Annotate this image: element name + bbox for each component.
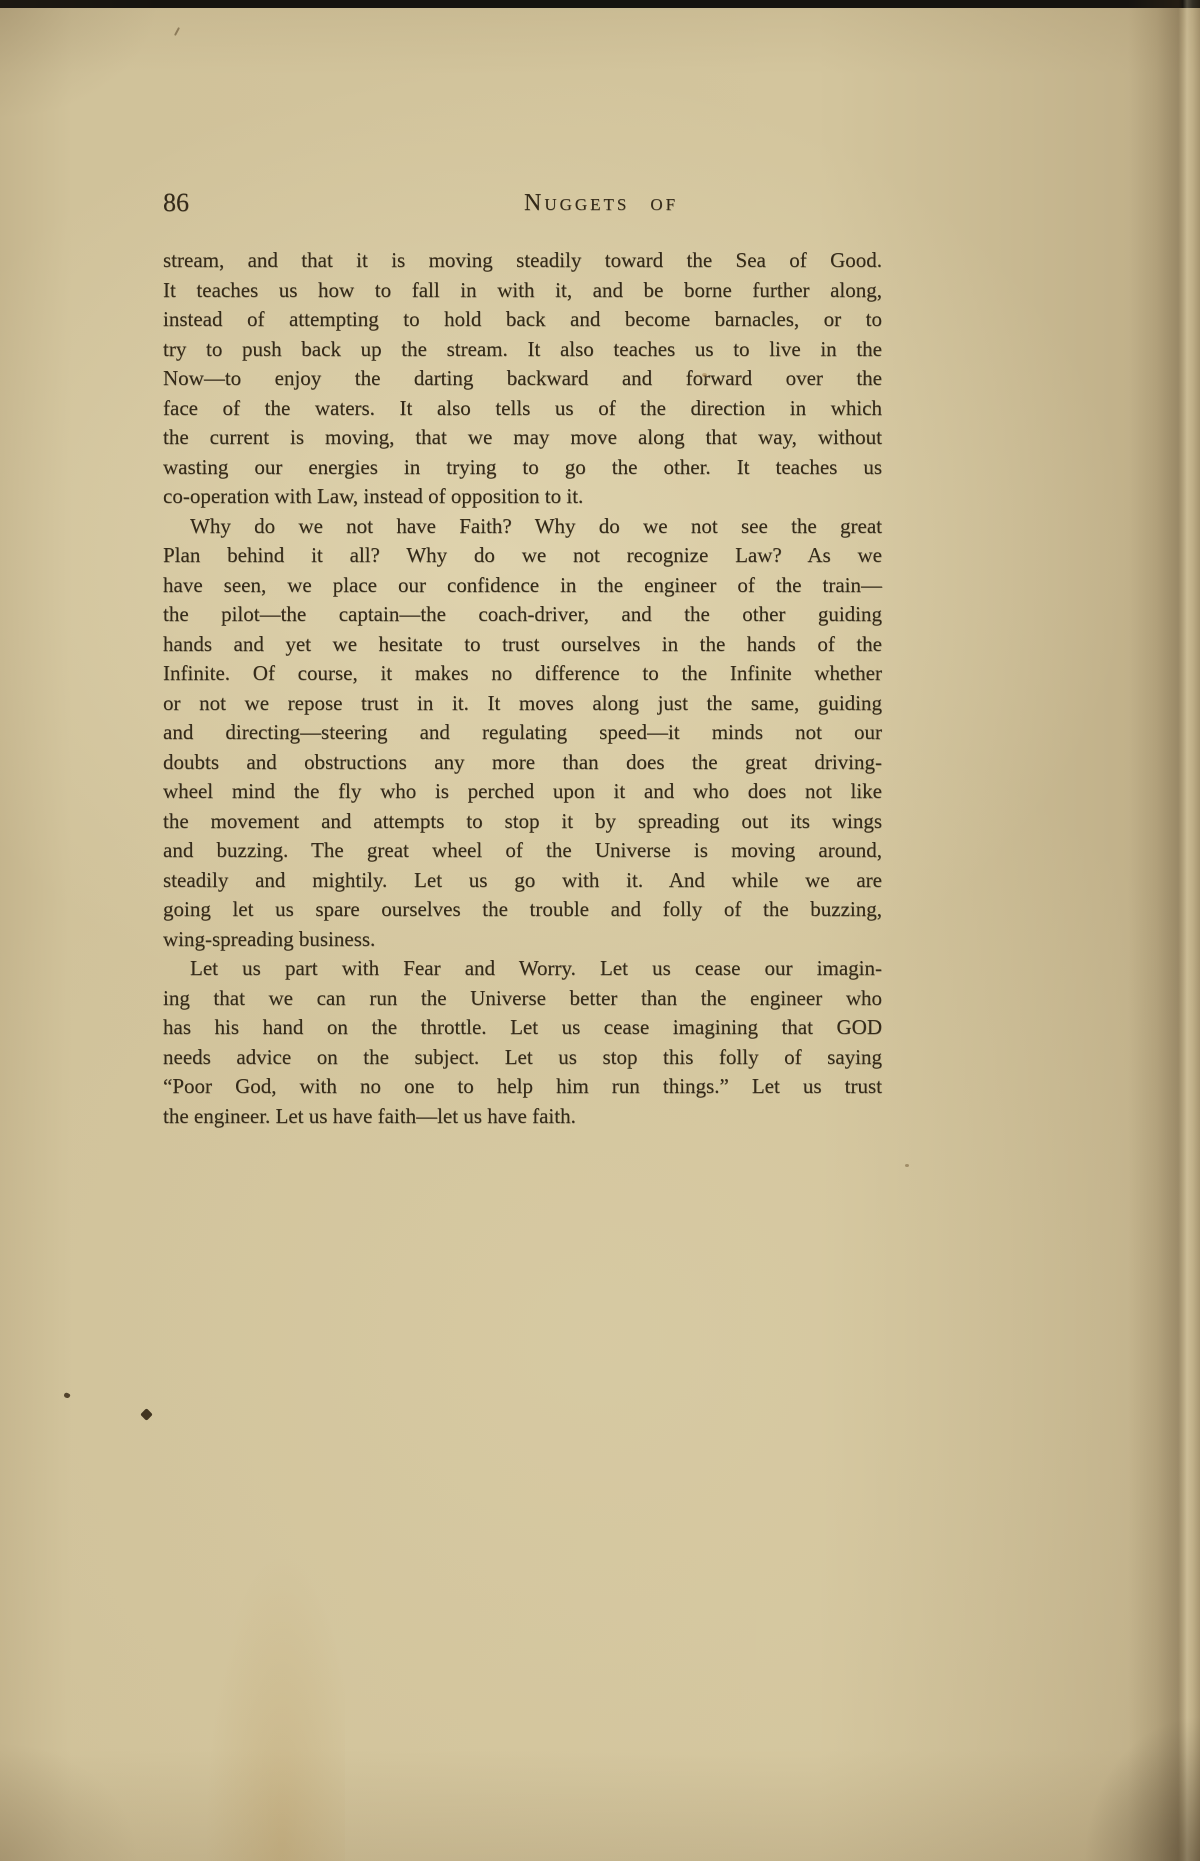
text-line: Why do we not have Faith? Why do we not see the great bbox=[190, 513, 882, 538]
page-corner-shading bbox=[0, 0, 160, 120]
text-line: needs advice on the subject. Let us stop this folly of saying bbox=[163, 1044, 882, 1069]
text-line: the engineer. Let us have faith—let us have faith. bbox=[163, 1103, 576, 1128]
page-number: 86 bbox=[163, 188, 189, 217]
paper-fiber bbox=[174, 27, 180, 36]
text-line: Let us part with Fear and Worry. Let us cease our imagin- bbox=[190, 956, 882, 980]
text-line: wheel mind the fly who is perched upon it and who does not like bbox=[163, 779, 882, 803]
text-line: going let us spare ourselves the trouble and folly of the buzzing, bbox=[163, 897, 882, 921]
scan-top-edge-bar bbox=[0, 0, 1200, 8]
paper-fiber bbox=[905, 1164, 909, 1167]
text-line: hands and yet we hesitate to trust ourselves in the hands of the bbox=[163, 631, 882, 656]
text-line: Now—to enjoy the darting backward and forward over the bbox=[163, 366, 882, 390]
text-line: and buzzing. The great wheel of the Universe is moving around, bbox=[163, 838, 882, 862]
text-line: try to push back up the stream. It also teaches us to live in the bbox=[163, 336, 882, 361]
ink-speck bbox=[63, 1392, 71, 1399]
text-line: the current is moving, that we may move along that way, without bbox=[163, 425, 882, 449]
ink-speck bbox=[140, 1408, 153, 1421]
text-line: the movement and attempts to stop it by spreading out its wings bbox=[163, 808, 882, 833]
page-edge-shadow bbox=[1128, 0, 1200, 1861]
text-line: steadily and mightily. Let us go with it. And while we are bbox=[163, 867, 882, 892]
text-line: instead of attempting to hold back and become barnacles, or to bbox=[163, 307, 882, 331]
text-line: the pilot—the captain—the coach-driver, and the other guiding bbox=[163, 602, 882, 626]
text-line: or not we repose trust in it. It moves along just the same, guiding bbox=[163, 690, 882, 715]
text-line: face of the waters. It also tells us of the direction in which bbox=[163, 395, 882, 420]
text-line: co-operation with Law, instead of opposition to it. bbox=[163, 484, 584, 508]
paragraph bbox=[163, 246, 882, 512]
text-line: “Poor God, with no one to help him run things.” Let us trust bbox=[163, 1074, 882, 1098]
text-line: wasting our energies in trying to go the other. It teaches us bbox=[163, 454, 882, 479]
paragraph bbox=[163, 512, 882, 955]
body-text-block bbox=[163, 246, 882, 1131]
page-corner-shading bbox=[1080, 1711, 1200, 1861]
text-line: has his hand on the throttle. Let us cease imagining that GOD bbox=[163, 1015, 882, 1039]
text-line: stream, and that it is moving steadily toward the Sea of Good. bbox=[163, 248, 882, 272]
paper-fiber bbox=[702, 373, 707, 377]
running-header: Nuggets of bbox=[524, 190, 679, 216]
paragraph bbox=[163, 954, 882, 1131]
text-line: wing-spreading business. bbox=[163, 926, 376, 951]
paper-stain bbox=[205, 1551, 345, 1861]
text-line: Plan behind it all? Why do we not recognize Law? As we bbox=[163, 543, 882, 567]
text-line: have seen, we place our confidence in the engineer of the train— bbox=[163, 572, 882, 597]
text-line: Infinite. Of course, it makes no difference to the Infinite whether bbox=[163, 661, 882, 685]
text-line: doubts and obstructions any more than does the great driving- bbox=[163, 749, 882, 774]
page-corner-shading bbox=[0, 1741, 140, 1861]
text-line: ing that we can run the Universe better than the engineer who bbox=[163, 985, 882, 1010]
text-line: and directing—steering and regulating speed—it minds not our bbox=[163, 720, 882, 744]
text-line: It teaches us how to fall in with it, and be borne further along, bbox=[163, 277, 882, 302]
